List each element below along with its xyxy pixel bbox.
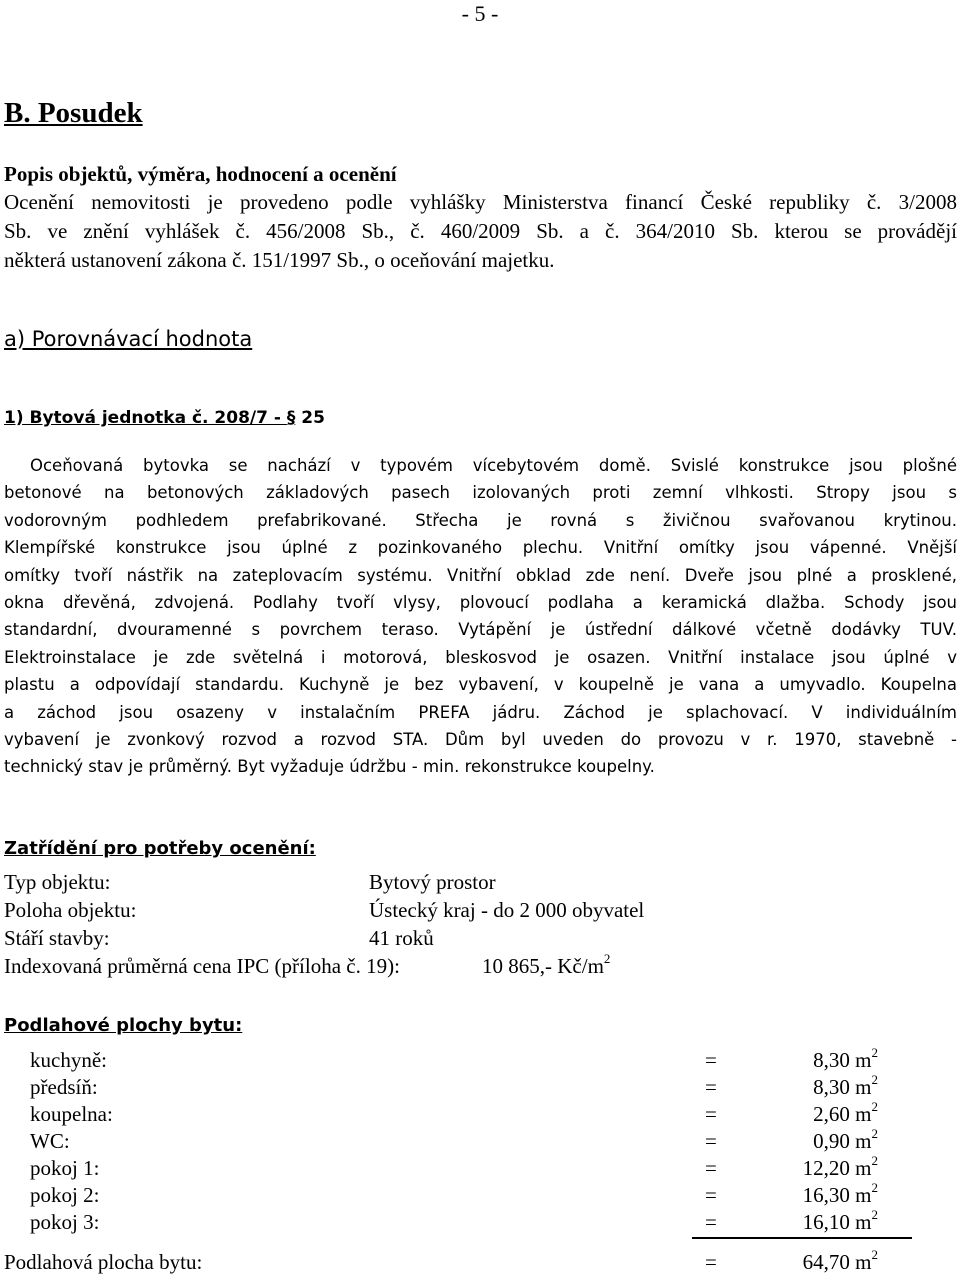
- equals-sign: =: [705, 1250, 717, 1274]
- total-area-value-text: 64,70 m: [802, 1250, 872, 1274]
- area-value: [803, 1181, 878, 1209]
- equals-sign: =: [705, 1048, 717, 1072]
- ipc-value: [482, 952, 610, 980]
- area-value-text: 12,20 m: [802, 1156, 872, 1180]
- area-value-text: 2,60 m: [813, 1102, 872, 1126]
- ipc-value-text: 10 865,- Kč/m: [482, 954, 604, 978]
- typ-objektu-value: Bytový prostor: [369, 870, 496, 894]
- intro-paragraph: [4, 188, 957, 275]
- area-row-predsin: [0, 1073, 960, 1101]
- porovnavaci-heading: a) Porovnávací hodnota: [4, 327, 253, 351]
- section-sign: §: [286, 408, 296, 428]
- description-line: Klempířské konstrukce jsou úplné z pozinkovaného plechu. Vnitřní omítky jsou vápenné. Vnější: [4, 538, 957, 558]
- equals-sign: =: [705, 1129, 717, 1153]
- unit-heading-prefix: 1) Bytová jednotka č. 208/7 -: [4, 408, 287, 428]
- area-value: [813, 1046, 878, 1074]
- area-value: [803, 1208, 878, 1236]
- page-number: - 5 -: [461, 1, 499, 26]
- area-value-text: 16,10 m: [802, 1210, 872, 1234]
- area-value: [813, 1073, 878, 1101]
- description-line: betonové na betonových základových pasech izolovaných proti zemní vlhkosti. Stropy jsou s: [4, 483, 957, 503]
- equals-sign: =: [705, 1156, 717, 1180]
- description-line: Oceňovaná bytovka se nachází v typovém vícebytovém domě. Svislé konstrukce jsou plošné: [30, 456, 957, 475]
- area-label: kuchyně:: [30, 1048, 107, 1072]
- description-line: omítky tvoří nástřik na zateplovacím systému. Vnitřní obklad zde není. Dveře jsou plné a prosklené,: [4, 565, 957, 585]
- total-area-row: [0, 1248, 960, 1276]
- area-unit-exponent: 2: [871, 1072, 878, 1088]
- area-row-wc: [0, 1127, 960, 1155]
- description-line: Elektroinstalace je zde světelná i motorová, bleskosvod je osazen. Vnitřní instalace jsou úplné v: [4, 647, 957, 667]
- total-area-value: [803, 1248, 878, 1276]
- unit-heading-suffix: 25: [295, 408, 325, 428]
- intro-line: Sb. ve znění vyhlášek č. 456/2008 Sb., č. 460/2009 Sb. a č. 364/2010 Sb. kterou se provádějí: [4, 219, 957, 243]
- description-line: okna dřevěná, zdvojená. Podlahy tvoří vlysy, plovoucí podlaha a keramická dlažba. Schody jsou: [4, 593, 957, 613]
- area-row-pokoj-2: [0, 1181, 960, 1209]
- description-line: technický stav je průměrný. Byt vyžaduje údržbu - min. rekonstrukce koupelny.: [4, 757, 655, 777]
- area-value-text: 8,30 m: [813, 1075, 872, 1099]
- area-value: [813, 1127, 878, 1155]
- area-row-koupelna: [0, 1100, 960, 1128]
- poloha-objektu-value: Ústecký kraj - do 2 000 obyvatel: [369, 898, 645, 922]
- section-title: B. Posudek: [4, 97, 143, 129]
- area-row-pokoj-3: [0, 1208, 960, 1236]
- typ-objektu-label: Typ objektu:: [4, 870, 111, 894]
- area-unit-exponent: 2: [871, 1099, 878, 1115]
- total-area-unit-exponent: 2: [871, 1247, 878, 1263]
- poloha-objektu-label: Poloha objektu:: [4, 898, 137, 922]
- floor-areas-heading: Podlahové plochy bytu:: [4, 1015, 243, 1036]
- description-line: a záchod jsou osazeny v instalačním PREFA jádru. Záchod je splachovací. V individuálním: [4, 702, 957, 722]
- unit-heading: [4, 404, 325, 432]
- intro-line: některá ustanovení zákona č. 151/1997 Sb., o oceňování majetku.: [4, 248, 555, 272]
- area-value-text: 0,90 m: [813, 1129, 872, 1153]
- subheading: Popis objektů, výměra, hodnocení a ocenění: [4, 162, 397, 186]
- total-area-label: Podlahová plocha bytu:: [4, 1250, 203, 1274]
- area-label: WC:: [30, 1129, 70, 1153]
- equals-sign: =: [705, 1102, 717, 1126]
- description-line: plastu a odpovídají standardu. Kuchyně je bez vybavení, v koupelně je vana a umyvadlo. Koupelna: [4, 675, 957, 695]
- area-unit-exponent: 2: [871, 1207, 878, 1223]
- equals-sign: =: [705, 1075, 717, 1099]
- area-unit-exponent: 2: [871, 1126, 878, 1142]
- area-value: [803, 1154, 878, 1182]
- area-unit-exponent: 2: [871, 1180, 878, 1196]
- area-value-text: 16,30 m: [802, 1183, 872, 1207]
- area-row-pokoj-1: [0, 1154, 960, 1182]
- area-label: pokoj 1:: [30, 1156, 100, 1180]
- area-unit-exponent: 2: [871, 1045, 878, 1061]
- stari-stavby-value: 41 roků: [369, 926, 434, 950]
- area-value-text: 8,30 m: [813, 1048, 872, 1072]
- equals-sign: =: [705, 1183, 717, 1207]
- area-value: [813, 1100, 878, 1128]
- description-line: vodorovným podhledem prefabrikované. Střecha je rovná s živičnou svařovanou krytinou.: [4, 510, 957, 530]
- description-line: standardní, dvouramenné s povrchem teraso. Vytápění je ústřední dálkové včetně dodávky TUV.: [4, 620, 957, 640]
- description-paragraph: [4, 452, 957, 781]
- area-row-kuchyne: [0, 1046, 960, 1074]
- intro-line: Ocenění nemovitosti je provedeno podle vyhlášky Ministerstva financí České republiky č. 3/2008: [4, 190, 957, 214]
- ipc-unit-exponent: 2: [603, 951, 611, 967]
- ipc-label: Indexovaná průměrná cena IPC (příloha č. 19):: [4, 954, 400, 978]
- classification-heading: Zatřídění pro potřeby ocenění:: [4, 838, 316, 859]
- total-divider: [692, 1237, 912, 1239]
- equals-sign: =: [705, 1210, 717, 1234]
- area-label: pokoj 3:: [30, 1210, 100, 1234]
- description-line: vybavení je zvonkový rozvod a rozvod STA. Dům byl uveden do provozu v r. 1970, stavebně -: [4, 730, 957, 750]
- area-label: pokoj 2:: [30, 1183, 100, 1207]
- area-unit-exponent: 2: [871, 1153, 878, 1169]
- area-label: předsíň:: [30, 1075, 98, 1099]
- stari-stavby-label: Stáří stavby:: [4, 926, 110, 950]
- area-label: koupelna:: [30, 1102, 113, 1126]
